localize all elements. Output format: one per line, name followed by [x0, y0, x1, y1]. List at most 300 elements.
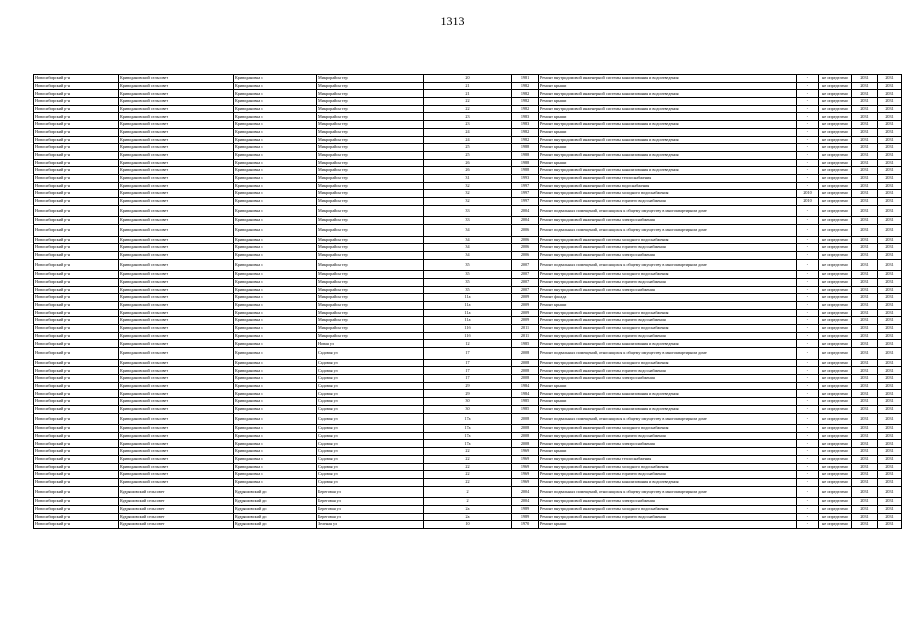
- table-row: [34, 144, 902, 152]
- cell-year-built: 2006: [512, 251, 539, 259]
- cell-house-number: 17: [424, 367, 512, 375]
- cell-plan-year-start: 2031: [852, 325, 878, 333]
- cell-district: Новосибирский р-н: [34, 75, 119, 83]
- cell-last-repair-year: -: [797, 455, 819, 463]
- cell-district: Новосибирский р-н: [34, 398, 119, 406]
- cell-street: Микрорайон тер: [317, 151, 424, 159]
- cell-street: Садовая ул: [317, 367, 424, 375]
- cell-cost: не определено: [819, 478, 852, 486]
- cell-year-built: 2009: [512, 294, 539, 302]
- cell-cost: не определено: [819, 259, 852, 271]
- table-row: [34, 182, 902, 190]
- cell-plan-year-start: 2031: [852, 382, 878, 390]
- cell-council: Криводановский сельсовет: [119, 463, 234, 471]
- cell-last-repair-year: -: [797, 159, 819, 167]
- cell-year-built: 1988: [512, 151, 539, 159]
- cell-year-built: 2009: [512, 317, 539, 325]
- cell-house-number: 34: [424, 224, 512, 236]
- cell-work-type: Ремонт внутридомовой инженерной системы холодного водоснабжения: [539, 425, 797, 433]
- cell-year-built: 2008: [512, 359, 539, 367]
- cell-cost: не определено: [819, 217, 852, 225]
- cell-settlement: Криводановка с: [234, 190, 317, 198]
- cell-work-type: Ремонт внутридомовой инженерной системы горячего водоснабжения: [539, 317, 797, 325]
- cell-district: Новосибирский р-н: [34, 205, 119, 217]
- cell-council: Криводановский сельсовет: [119, 244, 234, 252]
- cell-plan-year-start: 2031: [852, 301, 878, 309]
- cell-district: Новосибирский р-н: [34, 286, 119, 294]
- cell-plan-year-end: 2031: [878, 251, 902, 259]
- cell-work-type: Ремонт крыши: [539, 113, 797, 121]
- cell-plan-year-end: 2031: [878, 98, 902, 106]
- cell-street: Микрорайон тер: [317, 278, 424, 286]
- cell-street: Садовая ул: [317, 455, 424, 463]
- cell-settlement: Кудряшовский дп: [234, 521, 317, 529]
- cell-plan-year-start: 2031: [852, 294, 878, 302]
- cell-year-built: 2011: [512, 325, 539, 333]
- cell-year-built: 2007: [512, 278, 539, 286]
- cell-plan-year-start: 2031: [852, 390, 878, 398]
- cell-plan-year-end: 2031: [878, 205, 902, 217]
- cell-work-type: Ремонт внутридомовой инженерной системы горячего водоснабжения: [539, 471, 797, 479]
- cell-street: Микрорайон тер: [317, 224, 424, 236]
- cell-last-repair-year: 2010: [797, 190, 819, 198]
- cell-last-repair-year: 2010: [797, 198, 819, 206]
- cell-year-built: 2006: [512, 244, 539, 252]
- cell-house-number: 2а: [424, 513, 512, 521]
- cell-district: Новосибирский р-н: [34, 448, 119, 456]
- cell-settlement: Криводановка с: [234, 348, 317, 360]
- cell-work-type: Ремонт внутридомовой инженерной системы горячего водоснабжения: [539, 513, 797, 521]
- cell-work-type: Ремонт подвальных помещений, относящихся к общему имуществу в многоквартирном доме: [539, 413, 797, 425]
- cell-cost: не определено: [819, 348, 852, 360]
- table-row: [34, 425, 902, 433]
- cell-district: Новосибирский р-н: [34, 413, 119, 425]
- cell-year-built: 1988: [512, 159, 539, 167]
- cell-work-type: Ремонт внутридомовой инженерной системы канализования и водоотведения: [539, 478, 797, 486]
- cell-plan-year-start: 2031: [852, 259, 878, 271]
- cell-plan-year-start: 2031: [852, 425, 878, 433]
- table-row: [34, 278, 902, 286]
- cell-settlement: Криводановка с: [234, 301, 317, 309]
- cell-plan-year-start: 2031: [852, 278, 878, 286]
- cell-work-type: Ремонт внутридомовой инженерной системы холодного водоснабжения: [539, 271, 797, 279]
- cell-house-number: 30: [424, 405, 512, 413]
- cell-street: Береговая ул: [317, 486, 424, 498]
- cell-plan-year-end: 2031: [878, 390, 902, 398]
- cell-cost: не определено: [819, 521, 852, 529]
- cell-settlement: Криводановка с: [234, 82, 317, 90]
- cell-last-repair-year: -: [797, 375, 819, 383]
- cell-year-built: 1989: [512, 513, 539, 521]
- cell-street: Микрорайон тер: [317, 198, 424, 206]
- cell-work-type: Ремонт внутридомовой инженерной системы канализования и водоотведения: [539, 136, 797, 144]
- cell-work-type: Ремонт внутридомовой инженерной системы теплоснабжения: [539, 455, 797, 463]
- cell-cost: не определено: [819, 301, 852, 309]
- cell-last-repair-year: -: [797, 390, 819, 398]
- cell-house-number: 2а: [424, 505, 512, 513]
- cell-house-number: 12: [424, 340, 512, 348]
- cell-year-built: 1988: [512, 144, 539, 152]
- cell-district: Новосибирский р-н: [34, 486, 119, 498]
- cell-last-repair-year: -: [797, 301, 819, 309]
- cell-work-type: Ремонт крыши: [539, 159, 797, 167]
- cell-street: Микрорайон тер: [317, 136, 424, 144]
- cell-year-built: 1981: [512, 75, 539, 83]
- cell-house-number: 33: [424, 217, 512, 225]
- cell-plan-year-end: 2031: [878, 278, 902, 286]
- cell-district: Новосибирский р-н: [34, 340, 119, 348]
- cell-district: Новосибирский р-н: [34, 478, 119, 486]
- cell-cost: не определено: [819, 105, 852, 113]
- cell-plan-year-end: 2031: [878, 121, 902, 129]
- cell-house-number: 30: [424, 398, 512, 406]
- cell-plan-year-start: 2031: [852, 413, 878, 425]
- cell-plan-year-end: 2031: [878, 513, 902, 521]
- table-row: [34, 113, 902, 121]
- cell-council: Криводановский сельсовет: [119, 159, 234, 167]
- cell-house-number: 35: [424, 259, 512, 271]
- cell-year-built: 2009: [512, 301, 539, 309]
- cell-council: Криводановский сельсовет: [119, 205, 234, 217]
- cell-work-type: Ремонт внутридомовой инженерной системы канализования и водоотведения: [539, 121, 797, 129]
- cell-settlement: Кудряшовский дп: [234, 513, 317, 521]
- cell-year-built: 2007: [512, 259, 539, 271]
- table-row: [34, 359, 902, 367]
- cell-plan-year-start: 2031: [852, 478, 878, 486]
- cell-house-number: 11а: [424, 301, 512, 309]
- cell-last-repair-year: -: [797, 317, 819, 325]
- cell-council: Криводановский сельсовет: [119, 136, 234, 144]
- cell-street: Микрорайон тер: [317, 128, 424, 136]
- cell-plan-year-start: 2031: [852, 375, 878, 383]
- cell-plan-year-start: 2031: [852, 448, 878, 456]
- cell-last-repair-year: -: [797, 271, 819, 279]
- cell-work-type: Ремонт внутридомовой инженерной системы электроснабжения: [539, 251, 797, 259]
- cell-year-built: 1969: [512, 448, 539, 456]
- cell-district: Новосибирский р-н: [34, 128, 119, 136]
- cell-cost: не определено: [819, 325, 852, 333]
- cell-house-number: 34: [424, 244, 512, 252]
- cell-council: Криводановский сельсовет: [119, 75, 234, 83]
- cell-street: Микрорайон тер: [317, 251, 424, 259]
- table-row: [34, 190, 902, 198]
- cell-cost: не определено: [819, 205, 852, 217]
- cell-district: Новосибирский р-н: [34, 82, 119, 90]
- cell-house-number: 22: [424, 478, 512, 486]
- cell-house-number: 2: [424, 486, 512, 498]
- cell-district: Новосибирский р-н: [34, 505, 119, 513]
- cell-year-built: 1970: [512, 521, 539, 529]
- cell-house-number: 23: [424, 113, 512, 121]
- cell-district: Новосибирский р-н: [34, 278, 119, 286]
- cell-house-number: 21: [424, 90, 512, 98]
- table-row: [34, 301, 902, 309]
- cell-plan-year-start: 2031: [852, 75, 878, 83]
- cell-last-repair-year: -: [797, 174, 819, 182]
- cell-house-number: 11а: [424, 294, 512, 302]
- cell-cost: не определено: [819, 90, 852, 98]
- cell-work-type: Ремонт внутридомовой инженерной системы горячего водоснабжения: [539, 367, 797, 375]
- cell-house-number: 22: [424, 105, 512, 113]
- cell-plan-year-end: 2031: [878, 217, 902, 225]
- cell-last-repair-year: -: [797, 382, 819, 390]
- cell-year-built: 2009: [512, 309, 539, 317]
- cell-last-repair-year: -: [797, 413, 819, 425]
- cell-work-type: Ремонт внутридомовой инженерной системы холодного водоснабжения: [539, 463, 797, 471]
- cell-house-number: 23: [424, 121, 512, 129]
- cell-cost: не определено: [819, 367, 852, 375]
- cell-council: Криводановский сельсовет: [119, 398, 234, 406]
- cell-plan-year-end: 2031: [878, 286, 902, 294]
- cell-council: Криводановский сельсовет: [119, 359, 234, 367]
- cell-plan-year-end: 2031: [878, 82, 902, 90]
- table-row: [34, 121, 902, 129]
- cell-year-built: 2006: [512, 236, 539, 244]
- cell-year-built: 2006: [512, 224, 539, 236]
- table-body: [34, 75, 902, 529]
- cell-plan-year-start: 2031: [852, 82, 878, 90]
- cell-year-built: 1969: [512, 463, 539, 471]
- table-row: [34, 236, 902, 244]
- cell-street: Садовая ул: [317, 440, 424, 448]
- cell-plan-year-end: 2031: [878, 486, 902, 498]
- table-row: [34, 348, 902, 360]
- cell-house-number: 31: [424, 174, 512, 182]
- cell-house-number: 25: [424, 144, 512, 152]
- cell-work-type: Ремонт крыши: [539, 301, 797, 309]
- cell-year-built: 1997: [512, 190, 539, 198]
- cell-plan-year-start: 2031: [852, 244, 878, 252]
- cell-work-type: Ремонт внутридомовой инженерной системы водоснабжения: [539, 182, 797, 190]
- cell-year-built: 2008: [512, 367, 539, 375]
- cell-work-type: Ремонт внутридомовой инженерной системы канализования и водоотведения: [539, 105, 797, 113]
- cell-council: Криводановский сельсовет: [119, 332, 234, 340]
- cell-district: Новосибирский р-н: [34, 294, 119, 302]
- cell-plan-year-end: 2031: [878, 325, 902, 333]
- table-row: [34, 505, 902, 513]
- cell-plan-year-end: 2031: [878, 359, 902, 367]
- cell-house-number: 24: [424, 136, 512, 144]
- cell-last-repair-year: -: [797, 367, 819, 375]
- cell-house-number: 25: [424, 151, 512, 159]
- cell-settlement: Криводановка с: [234, 432, 317, 440]
- cell-year-built: 1983: [512, 113, 539, 121]
- cell-house-number: 22: [424, 455, 512, 463]
- cell-street: Микрорайон тер: [317, 294, 424, 302]
- cell-council: Криводановский сельсовет: [119, 182, 234, 190]
- cell-district: Новосибирский р-н: [34, 251, 119, 259]
- cell-work-type: Ремонт крыши: [539, 98, 797, 106]
- cell-council: Криводановский сельсовет: [119, 286, 234, 294]
- cell-plan-year-start: 2031: [852, 521, 878, 529]
- table-row: [34, 432, 902, 440]
- cell-house-number: 11а: [424, 309, 512, 317]
- cell-house-number: 11а: [424, 317, 512, 325]
- cell-plan-year-end: 2031: [878, 159, 902, 167]
- table-row: [34, 448, 902, 456]
- cell-settlement: Криводановка с: [234, 294, 317, 302]
- cell-plan-year-start: 2031: [852, 217, 878, 225]
- cell-district: Новосибирский р-н: [34, 440, 119, 448]
- cell-plan-year-start: 2031: [852, 113, 878, 121]
- cell-plan-year-end: 2031: [878, 259, 902, 271]
- cell-district: Новосибирский р-н: [34, 182, 119, 190]
- cell-district: Новосибирский р-н: [34, 271, 119, 279]
- cell-street: Садовая ул: [317, 478, 424, 486]
- cell-work-type: Ремонт внутридомовой инженерной системы горячего водоснабжения: [539, 278, 797, 286]
- cell-street: Микрорайон тер: [317, 174, 424, 182]
- cell-last-repair-year: -: [797, 471, 819, 479]
- cell-work-type: Ремонт подвальных помещений, относящихся к общему имуществу в многоквартирном доме: [539, 486, 797, 498]
- cell-council: Криводановский сельсовет: [119, 382, 234, 390]
- cell-year-built: 2007: [512, 271, 539, 279]
- cell-house-number: 22: [424, 448, 512, 456]
- cell-last-repair-year: -: [797, 259, 819, 271]
- table-row: [34, 325, 902, 333]
- cell-work-type: Ремонт крыши: [539, 82, 797, 90]
- cell-work-type: Ремонт внутридомовой инженерной системы электроснабжения: [539, 375, 797, 383]
- cell-street: Садовая ул: [317, 463, 424, 471]
- cell-plan-year-end: 2031: [878, 236, 902, 244]
- cell-house-number: 17а: [424, 425, 512, 433]
- cell-plan-year-end: 2031: [878, 271, 902, 279]
- cell-work-type: Ремонт подвальных помещений, относящихся к общему имуществу в многоквартирном доме: [539, 224, 797, 236]
- cell-last-repair-year: -: [797, 325, 819, 333]
- cell-last-repair-year: -: [797, 182, 819, 190]
- cell-plan-year-end: 2031: [878, 448, 902, 456]
- cell-year-built: 1969: [512, 478, 539, 486]
- cell-plan-year-start: 2031: [852, 205, 878, 217]
- cell-house-number: 21: [424, 82, 512, 90]
- cell-plan-year-start: 2031: [852, 198, 878, 206]
- cell-plan-year-start: 2031: [852, 359, 878, 367]
- table-row: [34, 98, 902, 106]
- cell-district: Новосибирский р-н: [34, 498, 119, 506]
- cell-settlement: Криводановка с: [234, 167, 317, 175]
- cell-district: Новосибирский р-н: [34, 432, 119, 440]
- cell-cost: не определено: [819, 398, 852, 406]
- cell-work-type: Ремонт внутридомовой инженерной системы холодного водоснабжения: [539, 505, 797, 513]
- cell-year-built: 2008: [512, 348, 539, 360]
- cell-house-number: 17: [424, 348, 512, 360]
- cell-settlement: Криводановка с: [234, 128, 317, 136]
- cell-settlement: Криводановка с: [234, 405, 317, 413]
- cell-work-type: Ремонт внутридомовой инженерной системы электроснабжения: [539, 286, 797, 294]
- cell-settlement: Криводановка с: [234, 271, 317, 279]
- cell-work-type: Ремонт внутридомовой инженерной системы холодного водоснабжения: [539, 309, 797, 317]
- cell-district: Новосибирский р-н: [34, 332, 119, 340]
- cell-district: Новосибирский р-н: [34, 167, 119, 175]
- cell-settlement: Криводановка с: [234, 144, 317, 152]
- cell-settlement: Криводановка с: [234, 340, 317, 348]
- cell-plan-year-start: 2031: [852, 271, 878, 279]
- cell-work-type: Ремонт крыши: [539, 128, 797, 136]
- cell-settlement: Криводановка с: [234, 90, 317, 98]
- cell-plan-year-start: 2031: [852, 463, 878, 471]
- cell-work-type: Ремонт подвальных помещений, относящихся к общему имуществу в многоквартирном доме: [539, 259, 797, 271]
- cell-year-built: 1997: [512, 198, 539, 206]
- cell-last-repair-year: -: [797, 121, 819, 129]
- cell-last-repair-year: -: [797, 90, 819, 98]
- cell-cost: не определено: [819, 382, 852, 390]
- cell-council: Криводановский сельсовет: [119, 128, 234, 136]
- cell-settlement: Криводановка с: [234, 367, 317, 375]
- cell-cost: не определено: [819, 151, 852, 159]
- table-row: [34, 259, 902, 271]
- cell-work-type: Ремонт внутридомовой инженерной системы холодного водоснабжения: [539, 325, 797, 333]
- cell-last-repair-year: -: [797, 486, 819, 498]
- cell-street: Микрорайон тер: [317, 98, 424, 106]
- cell-house-number: 29: [424, 390, 512, 398]
- cell-last-repair-year: -: [797, 244, 819, 252]
- cell-cost: не определено: [819, 405, 852, 413]
- cell-settlement: Криводановка с: [234, 98, 317, 106]
- cell-council: Криводановский сельсовет: [119, 151, 234, 159]
- cell-district: Новосибирский р-н: [34, 325, 119, 333]
- cell-year-built: 1984: [512, 382, 539, 390]
- cell-house-number: 17: [424, 359, 512, 367]
- table-row: [34, 478, 902, 486]
- cell-cost: не определено: [819, 98, 852, 106]
- cell-plan-year-end: 2031: [878, 151, 902, 159]
- cell-year-built: 1984: [512, 390, 539, 398]
- cell-settlement: Криводановка с: [234, 390, 317, 398]
- cell-cost: не определено: [819, 413, 852, 425]
- cell-council: Криводановский сельсовет: [119, 471, 234, 479]
- cell-plan-year-start: 2031: [852, 309, 878, 317]
- cell-settlement: Криводановка с: [234, 182, 317, 190]
- cell-work-type: Ремонт внутридомовой инженерной системы электроснабжения: [539, 498, 797, 506]
- cell-work-type: Ремонт внутридомовой инженерной системы канализования и водоотведения: [539, 405, 797, 413]
- cell-plan-year-end: 2031: [878, 75, 902, 83]
- cell-plan-year-end: 2031: [878, 425, 902, 433]
- cell-work-type: Ремонт внутридомовой инженерной системы теплоснабжения: [539, 174, 797, 182]
- cell-settlement: Криводановка с: [234, 198, 317, 206]
- cell-house-number: 32: [424, 198, 512, 206]
- cell-street: Садовая ул: [317, 359, 424, 367]
- cell-settlement: Криводановка с: [234, 75, 317, 83]
- cell-work-type: Ремонт внутридомовой инженерной системы канализования и водоотведения: [539, 167, 797, 175]
- cell-council: Криводановский сельсовет: [119, 432, 234, 440]
- cell-cost: не определено: [819, 309, 852, 317]
- cell-year-built: 2008: [512, 413, 539, 425]
- cell-street: Микрорайон тер: [317, 325, 424, 333]
- cell-last-repair-year: -: [797, 151, 819, 159]
- cell-street: Садовая ул: [317, 413, 424, 425]
- cell-work-type: Ремонт внутридомовой инженерной системы горячего водоснабжения: [539, 244, 797, 252]
- cell-council: Криводановский сельсовет: [119, 317, 234, 325]
- cell-last-repair-year: -: [797, 332, 819, 340]
- cell-district: Новосибирский р-н: [34, 121, 119, 129]
- cell-year-built: 1985: [512, 398, 539, 406]
- cell-last-repair-year: -: [797, 432, 819, 440]
- cell-cost: не определено: [819, 432, 852, 440]
- cell-settlement: Криводановка с: [234, 159, 317, 167]
- cell-last-repair-year: -: [797, 105, 819, 113]
- cell-district: Новосибирский р-н: [34, 455, 119, 463]
- cell-plan-year-end: 2031: [878, 144, 902, 152]
- cell-plan-year-end: 2031: [878, 301, 902, 309]
- cell-last-repair-year: -: [797, 440, 819, 448]
- cell-last-repair-year: -: [797, 286, 819, 294]
- cell-last-repair-year: -: [797, 425, 819, 433]
- table-row: [34, 390, 902, 398]
- cell-street: Береговая ул: [317, 498, 424, 506]
- cell-settlement: Криводановка с: [234, 236, 317, 244]
- cell-house-number: 26: [424, 159, 512, 167]
- cell-last-repair-year: -: [797, 113, 819, 121]
- cell-district: Новосибирский р-н: [34, 113, 119, 121]
